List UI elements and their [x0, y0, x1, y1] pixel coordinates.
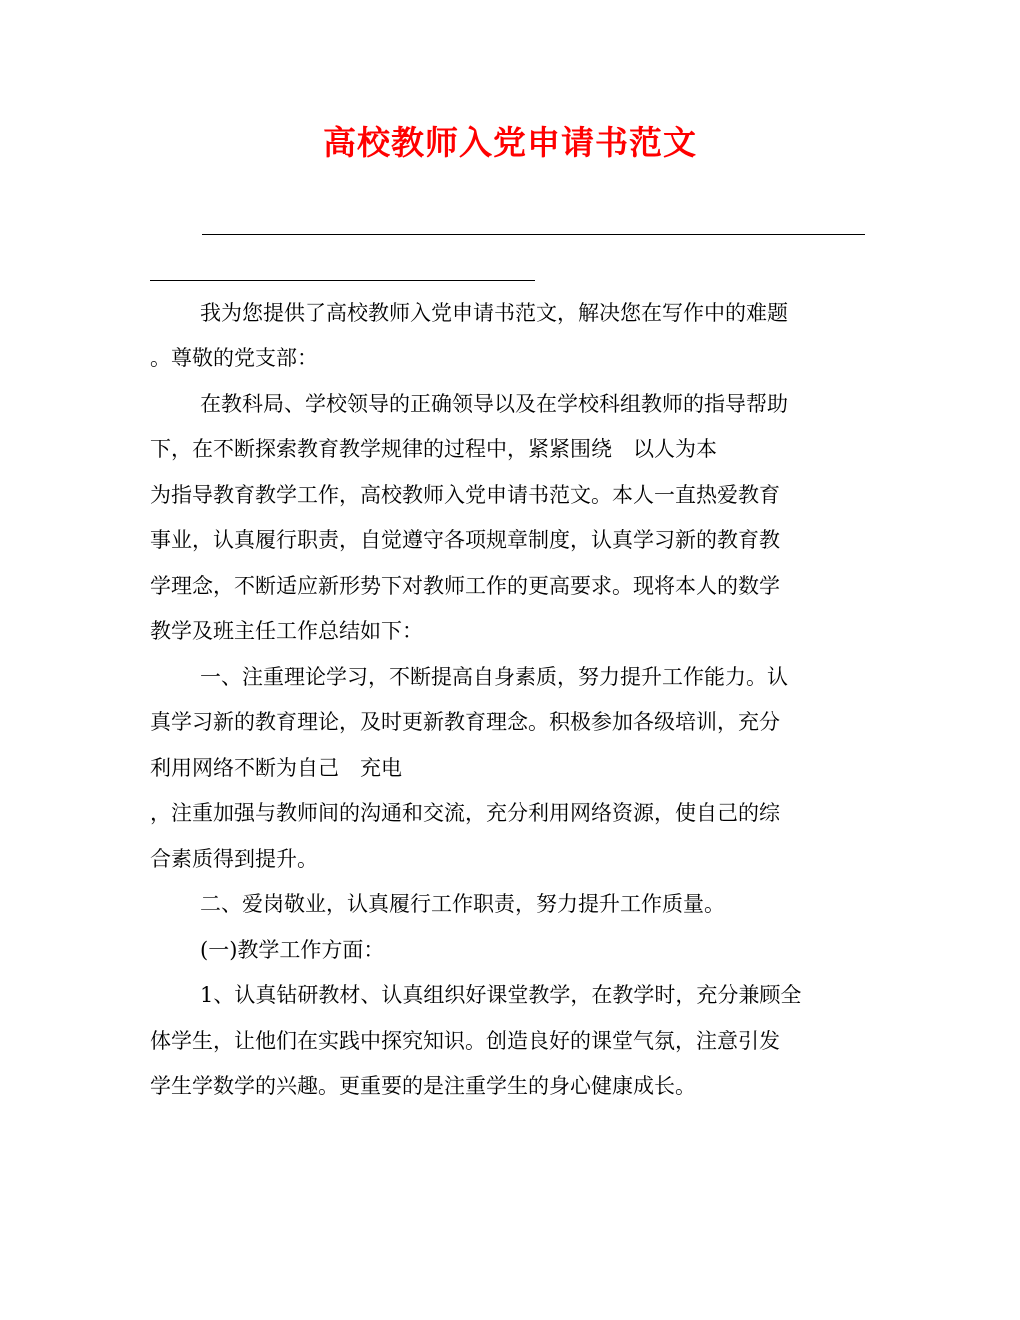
body-line: 1、认真钻研教材、认真组织好课堂教学，在教学时，充分兼顾全: [200, 983, 802, 1007]
body-line: 二、爱岗敬业，认真履行工作职责，努力提升工作质量。: [200, 892, 725, 916]
body-line: (一)教学工作方面：: [200, 938, 385, 962]
body-line: 为指导教育教学工作，高校教师入党申请书范文。本人一直热爱教育: [150, 483, 780, 507]
document-title: 高校教师入党申请书范文: [323, 123, 697, 162]
underline-rule: [202, 234, 865, 235]
body-line: 教学及班主任工作总结如下：: [150, 619, 423, 643]
body-line: ，注重加强与教师间的沟通和交流，充分利用网络资源，使自己的综: [150, 801, 780, 825]
body-line: 下，在不断探索教育教学规律的过程中，紧紧围绕 以人为本: [150, 437, 717, 461]
body-line: 一、注重理论学习，不断提高自身素质，努力提升工作能力。认: [200, 665, 788, 689]
body-line: 体学生，让他们在实践中探究知识。创造良好的课堂气氛，注意引发: [150, 1029, 780, 1053]
body-line: 真学习新的教育理论，及时更新教育理念。积极参加各级培训，充分: [150, 710, 780, 734]
body-line: 在教科局、学校领导的正确领导以及在学校科组教师的指导帮助: [200, 392, 788, 416]
body-line: 利用网络不断为自己 充电: [150, 756, 402, 780]
body-line: 合素质得到提升。: [150, 847, 318, 871]
body-line: 学理念，不断适应新形势下对教师工作的更高要求。现将本人的数学: [150, 574, 780, 598]
body-line: 学生学数学的兴趣。更重要的是注重学生的身心健康成长。: [150, 1074, 696, 1098]
body-line: 事业，认真履行职责，自觉遵守各项规章制度，认真学习新的教育教: [150, 528, 780, 552]
underline-rule: [150, 280, 535, 281]
body-line: 。尊敬的党支部：: [150, 346, 318, 370]
body-line: 我为您提供了高校教师入党申请书范文，解决您在写作中的难题: [200, 301, 788, 325]
